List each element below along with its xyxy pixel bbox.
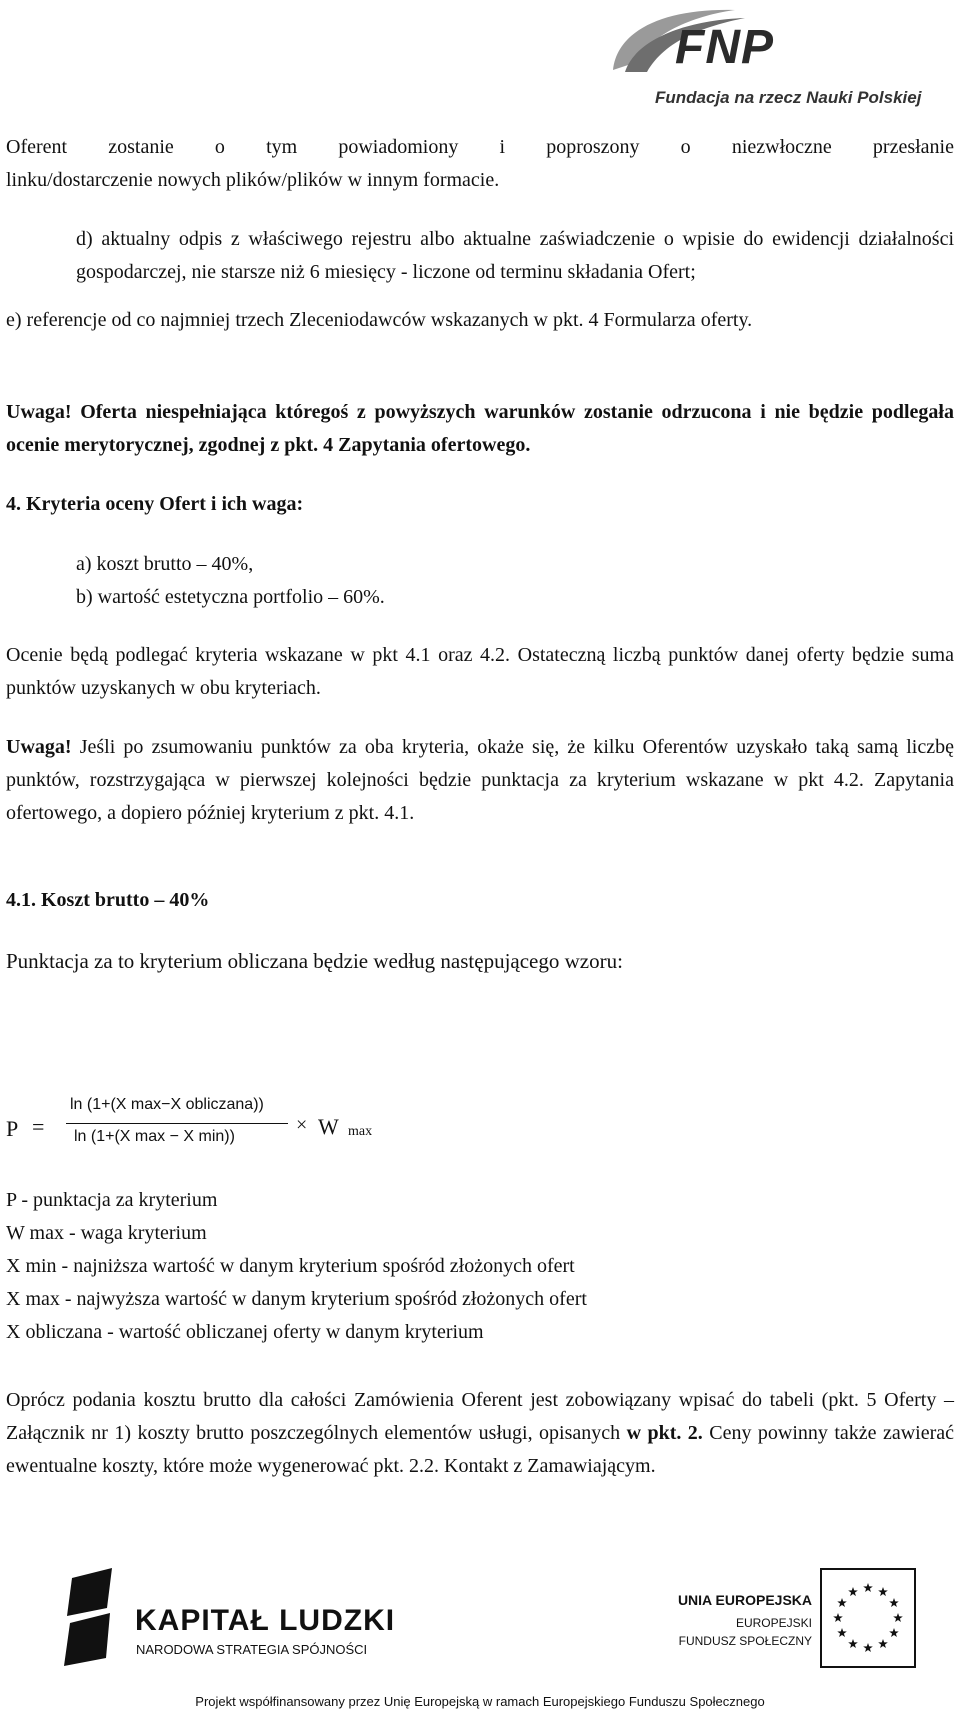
eu-line3: FUNDUSZ SPOŁECZNY [678, 1634, 812, 1648]
warning-label: Uwaga! [6, 736, 72, 758]
formula-numerator: ln (1+(X max−X obliczana)) [70, 1096, 264, 1113]
paragraph-evaluation: Ocenie będą podlegać kryteria wskazane w pkt 4.1 oraz 4.2. Ostateczną liczbą punktów danej oferty będzie suma punktów uzyskanych w obu kryteriach. [6, 644, 954, 699]
formula-denominator: ln (1+(X max − X min)) [74, 1128, 235, 1145]
section-heading-4: 4. Kryteria oceny Ofert i ich waga: [6, 493, 304, 515]
paragraph-costs-bold: w pkt. 2. [626, 1422, 703, 1444]
eu-line2: EUROPEJSKI [735, 1616, 812, 1630]
paragraph-costs [6, 1384, 954, 1483]
criteria-list [76, 548, 954, 614]
paragraph-d: d) aktualny odpis z właściwego rejestru albo aktualne zaświadczenie o wpisie do ewidencji działalności gospodarczej, nie starsze niż 6 miesięcy - liczone od terminu składania Ofert; [76, 228, 954, 283]
fraction-bar [66, 1123, 288, 1124]
definitions-list [6, 1184, 954, 1349]
section-heading-4-1: 4.1. Koszt brutto – 40% [6, 889, 210, 911]
warning-paragraph-2 [6, 731, 954, 830]
kapital-ludzki-emblem-icon [62, 1568, 122, 1668]
warning-paragraph-1: Uwaga! Oferta niespełniająca któregoś z powyższych warunków zostanie odrzucona i nie będzie podlegała ocenie merytorycznej, zgodnej z pkt. 4 Zapytania ofertowego. [6, 401, 954, 456]
indent-mask [6, 256, 76, 289]
definition-item: P - punktacja za kryterium [6, 1189, 218, 1211]
paragraph-intro-line1: Oferent zostanie o tym powiadomiony i poproszony o niezwłoczne przesłanie [6, 136, 954, 158]
footer-logos [0, 1560, 960, 1718]
warning-text: Jeśli po zsumowaniu punktów za oba kryteria, okaże się, że kilku Oferentów uzyskało taką samą liczbę punktów, rozstrzygająca w pierwszej kolejności będzie punktacja za kryterium wskazane w pkt 4.2. Zapytania ofertowego, a dopiero później kryterium z pkt. 4.1. [6, 736, 954, 824]
formula-w: W [318, 1114, 339, 1139]
paragraph-intro [6, 131, 954, 197]
formula-w-subscript: max [348, 1124, 373, 1139]
fnp-logo-text: FNP [675, 21, 774, 74]
definition-item: X max - najwyższa wartość w danym kryterium spośród złożonych ofert [6, 1288, 587, 1310]
fnp-logo [595, 0, 960, 118]
definition-item: X obliczana - wartość obliczanej oferty w danym kryterium [6, 1321, 484, 1343]
formula-equals: = [32, 1114, 45, 1139]
paragraph-costs-part2: Ceny powinny także zawierać ewentualne koszty, które może wygenerować pkt. 2.2. Kontakt z Zamawiającym. [6, 1422, 955, 1477]
formula-times: × [296, 1114, 308, 1136]
paragraph-intro-line2: linku/dostarczenie nowych plików/plików w innym formacie. [6, 169, 500, 191]
paragraph-scoring: Punktacja za to kryterium obliczana będzie według następującego wzoru: [6, 949, 623, 973]
footer-cofinancing-text: Projekt współfinansowany przez Unię Europejską w ramach Europejskiego Funduszu Społecznego [195, 1694, 765, 1709]
eu-line1: UNIA EUROPEJSKA [677, 1592, 812, 1608]
formula-lhs: P [6, 1116, 19, 1141]
criterion-a: a) koszt brutto – 40%, [76, 553, 254, 575]
definition-item: W max - waga kryterium [6, 1222, 207, 1244]
paragraph-e: e) referencje od co najmniej trzech Zleceniodawców wskazanych w pkt. 4 Formularza oferty. [6, 309, 753, 331]
scoring-formula [6, 1090, 506, 1170]
kapital-ludzki-subtitle: NARODOWA STRATEGIA SPÓJNOŚCI [136, 1642, 368, 1657]
definition-item: X min - najniższa wartość w danym kryterium spośród złożonych ofert [6, 1255, 575, 1277]
fnp-tagline: Fundacja na rzecz Nauki Polskiej [655, 88, 922, 107]
eu-flag-icon [820, 1568, 916, 1668]
paragraph-costs-part1: Oprócz podania kosztu brutto dla całości Zamówienia Oferent jest zobowiązany wpisać do tabeli (pkt. 5 Oferty – Załącznik nr 1) koszty brutto poszczególnych elementów usługi, opisanych [6, 1389, 954, 1444]
kapital-ludzki-title: KAPITAŁ LUDZKI [135, 1604, 396, 1637]
criterion-b: b) wartość estetyczna portfolio – 60%. [76, 586, 385, 608]
